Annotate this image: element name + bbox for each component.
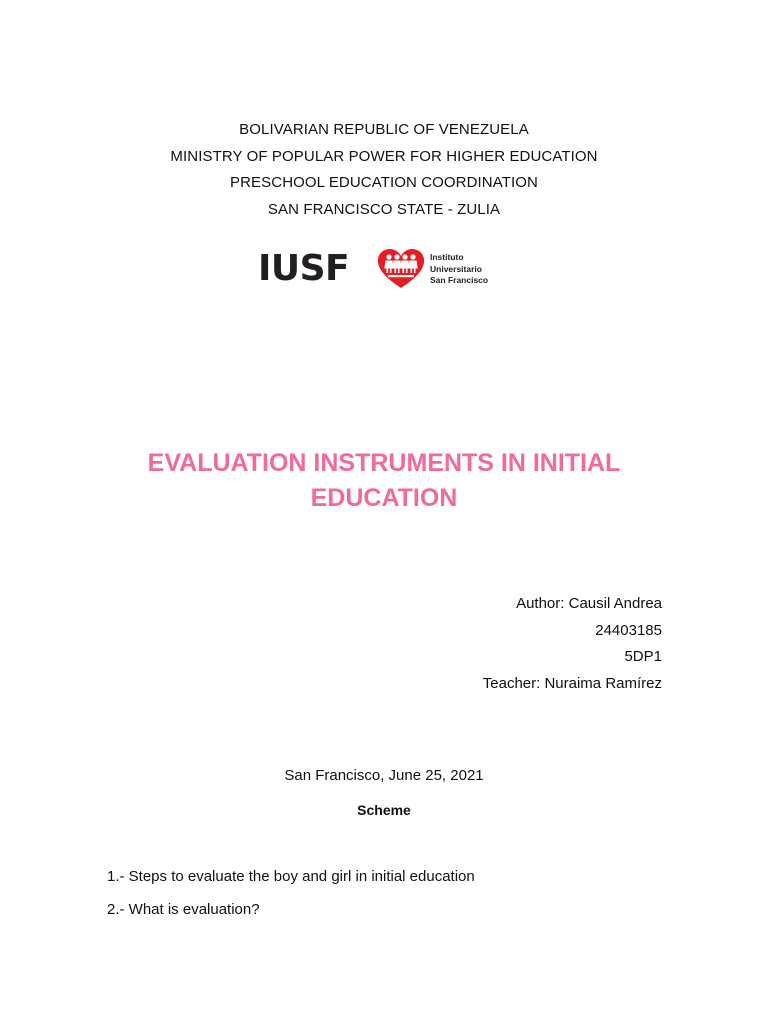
logo-text: [430, 252, 488, 287]
scheme-title: Scheme: [357, 802, 411, 818]
list-item: 2.- What is evaluation?: [107, 901, 260, 918]
place-date: San Francisco, June 25, 2021: [284, 767, 484, 784]
iusf-logo: [258, 248, 508, 292]
author-name: Author: Causil Andrea: [516, 595, 662, 612]
institution-header: [0, 117, 768, 223]
document-title-line-2: EDUCATION: [310, 484, 458, 512]
heart-children-icon: [376, 248, 426, 290]
logo-text-line-3: San Francisco: [430, 275, 489, 285]
author-info: [483, 591, 662, 697]
list-item: 1.- Steps to evaluate the boy and girl in initial education: [107, 868, 475, 885]
header-line-coordination: PRESCHOOL EDUCATION COORDINATION: [230, 174, 538, 191]
document-title-line-1: EVALUATION INSTRUMENTS IN INITIAL: [147, 449, 621, 477]
header-line-ministry: MINISTRY OF POPULAR POWER FOR HIGHER EDUCATION: [170, 147, 598, 165]
header-line-country: BOLIVARIAN REPUBLIC OF VENEZUELA: [239, 121, 529, 138]
section-code: 5DP1: [624, 648, 662, 665]
logo-text-line-2: Universitario: [430, 263, 482, 274]
header-line-state: SAN FRANCISCO STATE - ZULIA: [267, 200, 501, 218]
logo-text-line-1: Instituto: [430, 252, 464, 262]
student-id: 24403185: [595, 621, 662, 639]
teacher-name: Teacher: Nuraima Ramírez: [482, 674, 662, 692]
logo-letters: IUSF: [258, 248, 350, 289]
document-title: [0, 446, 768, 516]
scheme-list: [107, 867, 475, 933]
